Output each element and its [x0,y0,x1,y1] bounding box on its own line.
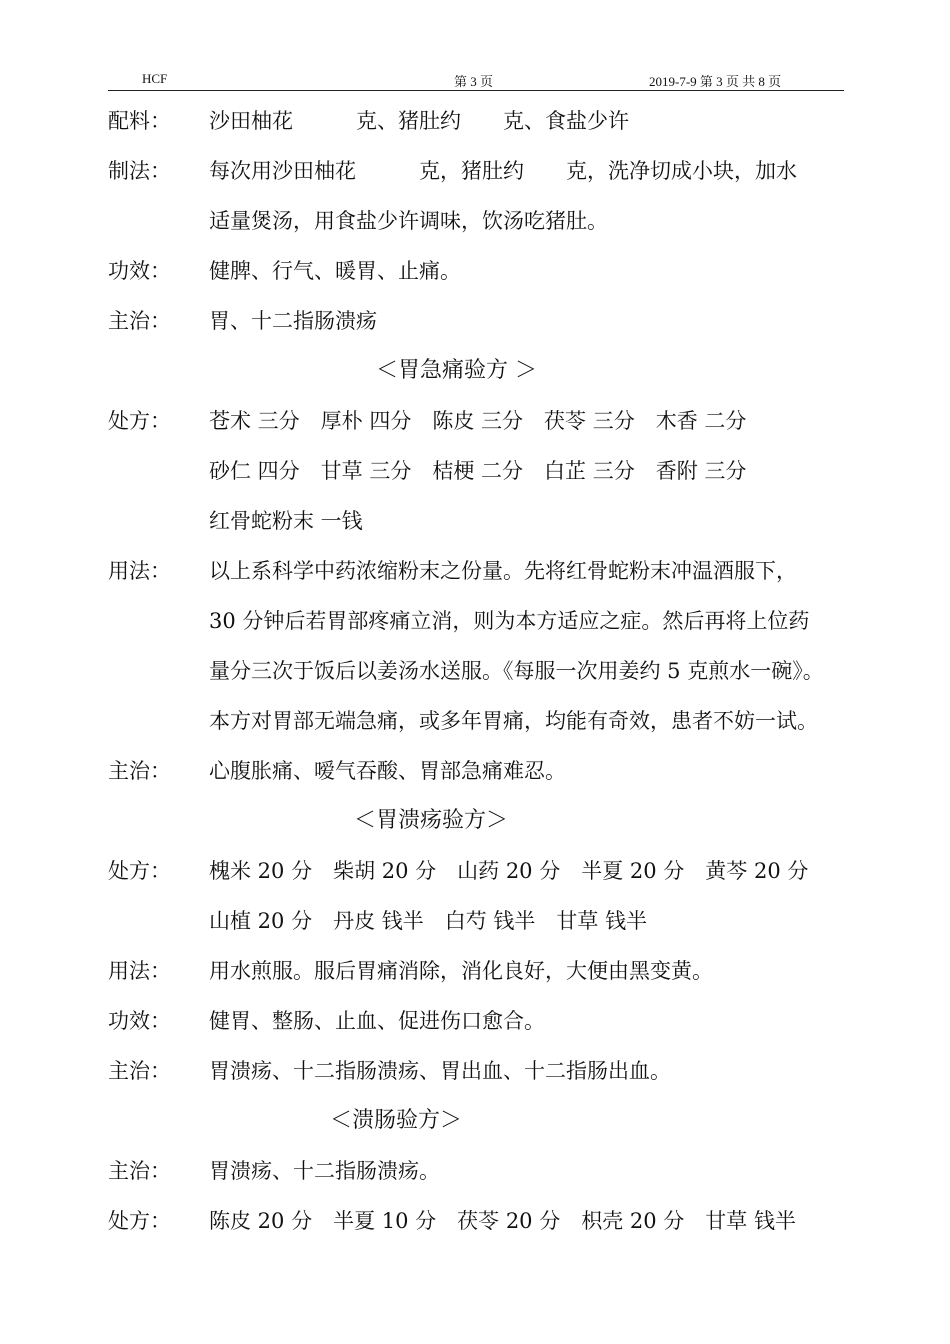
prescription-label: 处方： [108,409,171,433]
indication-row [108,296,848,346]
indication-line: 心腹胀痛、嗳气吞酸、胃部急痛难忍。 [209,759,566,783]
usage-line: 用水煎服。服后胃痛消除，消化良好，大便由黑变黄。 [209,959,713,983]
usage-label: 用法： [108,559,171,583]
indication-label: 主治： [108,1159,171,1183]
indication-line: 胃溃疡、十二指肠溃疡、胃出血、十二指肠出血。 [209,1059,671,1083]
indication-line: 胃、十二指肠溃疡 [209,309,377,333]
section-heading-stomach-ulcer: ＜胃溃疡验方＞ [354,808,509,833]
preparation-label: 制法： [108,159,171,183]
usage-row [108,546,848,746]
prescription-label: 处方： [108,859,171,883]
indication-label: 主治： [108,759,171,783]
prescription-row [108,846,848,946]
section-heading-ulcer-intestine: ＜溃肠验方＞ [330,1108,463,1133]
prescription-line: 山植 20 分 丹皮 钱半 白芍 钱半 甘草 钱半 [209,909,648,933]
preparation-line: 每次用沙田柚花 克，猪肚约 克，洗净切成小块，加水 [209,159,797,183]
ingredients-line: 沙田柚花 克、猪肚约 克、食盐少许 [209,109,629,133]
efficacy-line: 健脾、行气、暖胃、止痛。 [209,259,461,283]
section-heading-stomach-acute-pain: ＜胃急痛验方 ＞ [376,358,537,383]
header-date-pages: 2019-7-9 第 3 页 共 8 页 [649,74,782,89]
usage-line: 本方对胃部无端急痛，或多年胃痛，均能有奇效，患者不妨一试。 [209,709,818,733]
prescription-line: 红骨蛇粉末 一钱 [209,509,363,533]
indication-label: 主治： [108,309,171,333]
indication-row [108,746,848,796]
prescription-line: 砂仁 四分 甘草 三分 桔梗 二分 白芷 三分 香附 三分 [209,459,747,483]
document-body [108,96,848,1246]
indication-row [108,1046,848,1096]
usage-line: 以上系科学中药浓缩粉末之份量。先将红骨蛇粉末冲温酒服下， [209,559,797,583]
efficacy-label: 功效： [108,259,171,283]
prescription-label: 处方： [108,1209,171,1233]
header-page-number: 第 3 页 [454,74,494,89]
usage-label: 用法： [108,959,171,983]
usage-line: 30 分钟后若胃部疼痛立消，则为本方适应之症。然后再将上位药 [209,609,810,633]
page-header [108,70,844,91]
efficacy-row [108,246,848,296]
preparation-row [108,146,848,246]
preparation-line: 适量煲汤，用食盐少许调味，饮汤吃猪肚。 [209,209,608,233]
header-left-text: HCF [142,71,168,86]
indication-row [108,1146,848,1196]
efficacy-line: 健胃、整肠、止血、促进伤口愈合。 [209,1009,545,1033]
efficacy-label: 功效： [108,1009,171,1033]
prescription-line: 苍术 三分 厚朴 四分 陈皮 三分 茯苓 三分 木香 二分 [209,409,747,433]
prescription-row [108,396,848,546]
indication-line: 胃溃疡、十二指肠溃疡。 [209,1159,440,1183]
prescription-line: 陈皮 20 分 半夏 10 分 茯苓 20 分 枳壳 20 分 甘草 钱半 [209,1209,796,1233]
indication-label: 主治： [108,1059,171,1083]
usage-line: 量分三次于饭后以姜汤水送服。《每服一次用姜约 5 克煎水一碗》。 [209,659,824,683]
prescription-line: 槐米 20 分 柴胡 20 分 山药 20 分 半夏 20 分 黄芩 20 分 [209,859,809,883]
prescription-row [108,1196,848,1246]
efficacy-row [108,996,848,1046]
usage-row [108,946,848,996]
ingredients-label: 配料： [108,109,171,133]
ingredients-row [108,96,848,146]
